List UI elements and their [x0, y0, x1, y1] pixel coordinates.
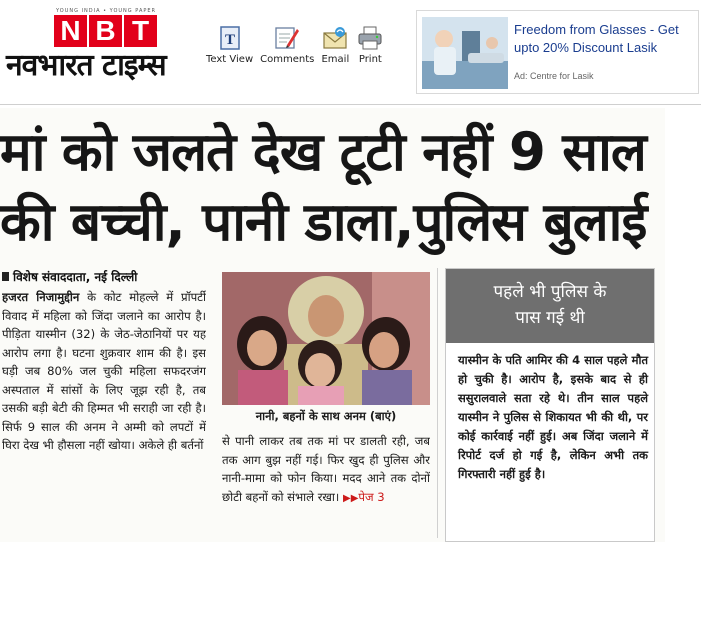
- header-divider: [0, 104, 701, 105]
- article-column-2: [222, 432, 430, 540]
- ad-title-link[interactable]: Freedom from Glasses - Get upto 20% Discount Lasik: [514, 22, 679, 55]
- headline-line-2: की बच्ची, पानी डाला,पुलिस बुलाई: [0, 192, 647, 253]
- sidebar-box: [445, 268, 655, 542]
- email-button[interactable]: [321, 24, 349, 66]
- text-view-icon: [216, 24, 244, 52]
- page-ref-label: पेज 3: [358, 489, 385, 504]
- logo-tagline: YOUNG INDIA • YOUNG PAPER: [56, 8, 157, 14]
- print-icon: [356, 24, 384, 52]
- byline-marker-icon: [2, 272, 9, 281]
- email-icon: [321, 24, 349, 52]
- logo-letter-n: N: [54, 15, 87, 47]
- sidebar-heading: [446, 269, 654, 343]
- lasik-ad[interactable]: [416, 10, 699, 94]
- column-2-text: से पानी लाकर तब तक मां पर डालती रही, जब तक आग बुझ नहीं गई। फिर खुद ही पुलिस और नानी-मामा को फोन किया। मदद आने तक दोनों छोटी बहनों को संभाले रखा।: [222, 434, 430, 504]
- print-label: Print: [358, 54, 382, 65]
- logo-hindi-name: नवभारत टाइम्स: [6, 48, 166, 83]
- ad-source: Ad: Centre for Lasik: [514, 71, 594, 81]
- article-column-1: [2, 288, 206, 540]
- page-header: [0, 0, 701, 104]
- nbt-logo[interactable]: [4, 8, 199, 88]
- article-toolbar: [206, 24, 391, 66]
- dateline-place: हजरत निजामुद्दीन: [2, 290, 80, 304]
- double-arrow-icon: ▶▶: [343, 492, 359, 504]
- sidebar-heading-line-2: पास गई थी: [515, 308, 585, 328]
- column-divider: [437, 268, 438, 538]
- headline-line-1: मां को जलते देख टूटी नहीं 9 साल: [0, 122, 646, 183]
- column-1-text: के कोट मोहल्ले में प्रॉपर्टी विवाद में महिला को जिंदा जलाने का आरोप है। पीड़िता यास्मीन (32) के जेठ-जेठानियों पर यह आरोप लगा है। घटना शुक्रवार शाम की है। इस घड़ी जब 80% जल चुकी महिला सफदरजंग अस्पताल में सांसों के लिए जूझ रही है, तब उसकी बड़ी बेटी की हिम्मत भी सराही जा रही है। सिर्फ 9 साल की अनम ने अम्मी को लपटों में घिरा देख भी हौसला नहीं खोया। अकेले ही बर्तनों: [2, 290, 206, 452]
- article-photo: [222, 272, 430, 405]
- email-label: Email: [321, 54, 350, 65]
- photo-caption: नानी, बहनों के साथ अनम (बाएं): [255, 409, 397, 423]
- logo-letter-t: T: [124, 15, 157, 47]
- svg-text:T: T: [224, 32, 235, 48]
- comments-label: Comments: [260, 54, 315, 65]
- sidebar-heading-line-1: पहले भी पुलिस के: [493, 282, 607, 302]
- ad-photo[interactable]: [422, 17, 508, 89]
- logo-letters: [54, 15, 159, 47]
- byline-text: विशेष संवाददाता, नई दिल्ली: [13, 270, 138, 284]
- continued-page-link[interactable]: [343, 490, 385, 504]
- comments-button[interactable]: [260, 24, 314, 66]
- text-view-button[interactable]: [206, 24, 253, 66]
- print-button[interactable]: [356, 24, 384, 66]
- logo-letter-b: B: [89, 15, 122, 47]
- comments-icon: [273, 24, 301, 52]
- byline: [2, 269, 137, 285]
- article-headline: [0, 118, 664, 258]
- text-view-label: Text View: [206, 54, 254, 65]
- sidebar-text: यास्मीन के पति आमिर की 4 साल पहले मौत हो चुकी है। आरोप है, इसके बाद से ही ससुरालवाले सता रहे थे। तीन साल पहले यास्मीन ने पुलिस से शिकायत भी की थी, पर कोई कार्रवाई नहीं हुई। अब जिंदा जलाने में रिपोर्ट दर्ज हो गई है, लेकिन अभी तक गिरफ्तारी नहीं हुई है।: [458, 353, 648, 481]
